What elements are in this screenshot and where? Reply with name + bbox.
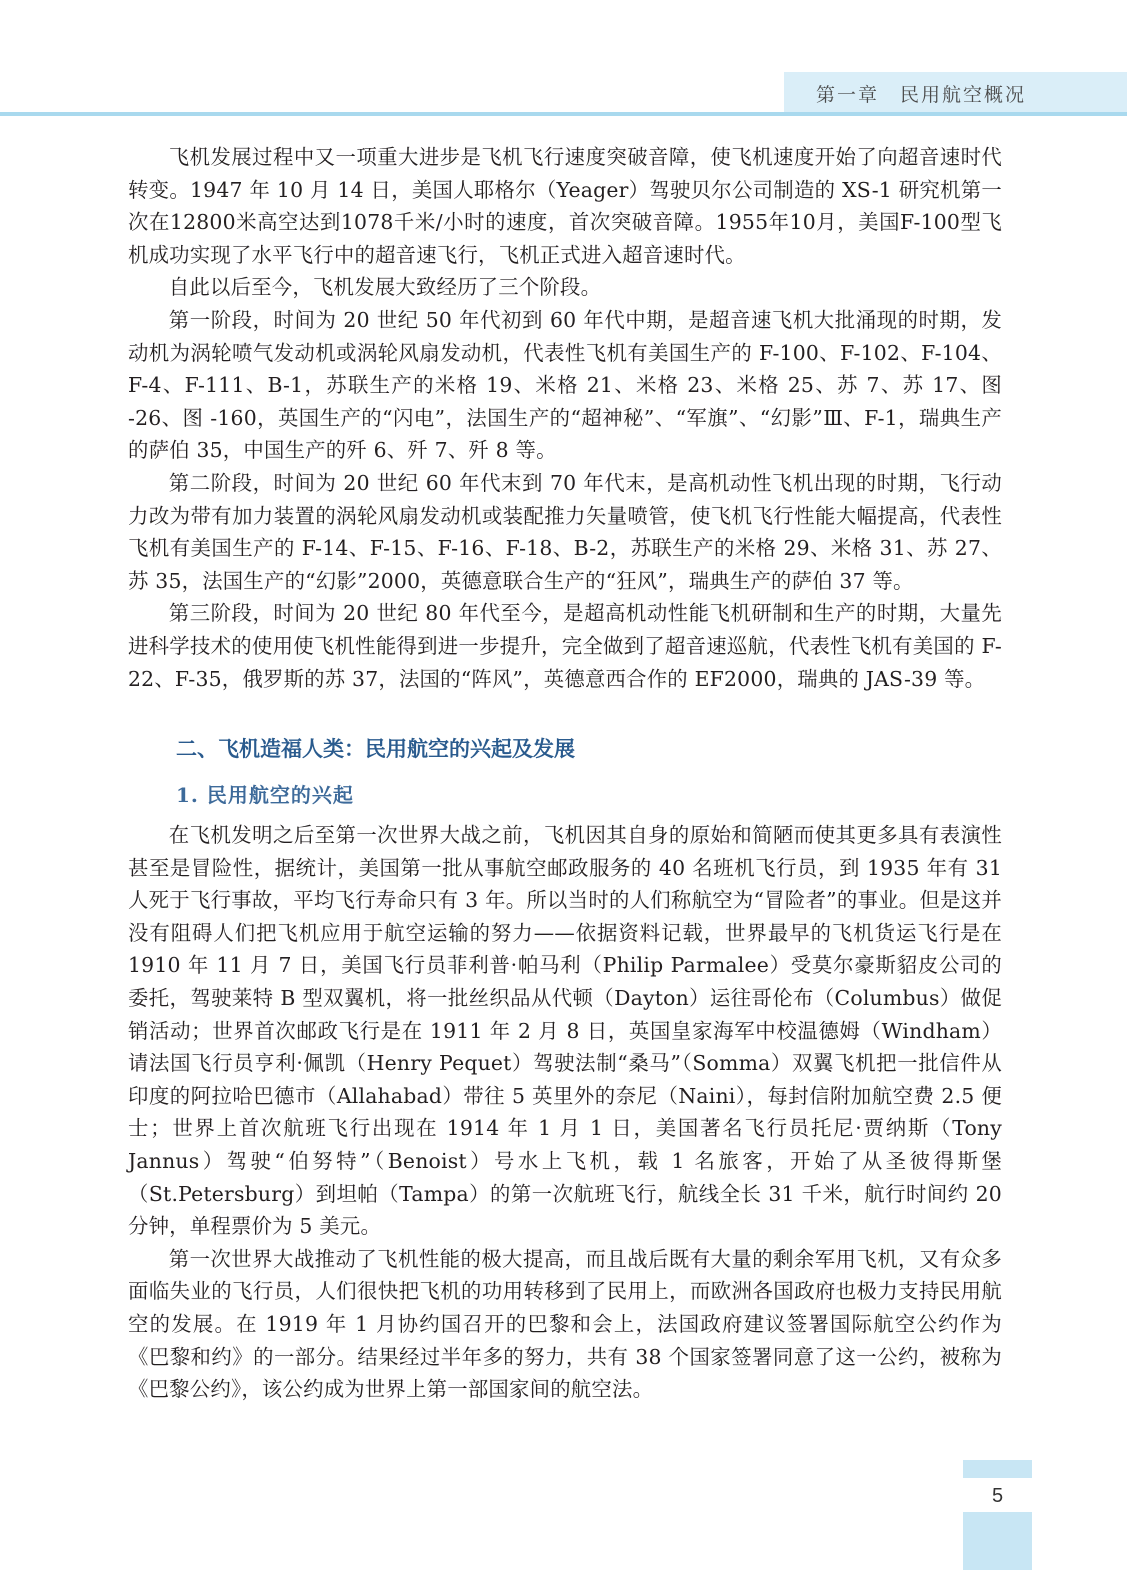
paragraph-stage-one: 第一阶段，时间为 20 世纪 50 年代初到 60 年代中期，是超音速飞机大批涌现的时期，发动机为涡轮喷气发动机或涡轮风扇发动机，代表性飞机有美国生产的 F-100、F-102、F-104、F-4、F-111、B-1，苏联生产的米格 19、米格 21、米格 23、米格 25、苏 7、苏 17、图 -26、图 -160，英国生产的“闪电”，法国生产的“超神秘”、“军旗”、“幻影”Ⅲ、F-1，瑞典生产的萨伯 35，中国生产的歼 6、歼 7、歼 8 等。 <box>128 307 1002 463</box>
sub-heading: 1. 民用航空的兴起 <box>176 783 354 808</box>
paragraph-stage-three: 第三阶段，时间为 20 世纪 80 年代至今，是超高机动性能飞机研制和生产的时期，大量先进科学技术的使用使飞机性能得到进一步提升，完全做到了超音速巡航，代表性飞机有美国的 F-22、F-35，俄罗斯的苏 37，法国的“阵风”，英德意西合作的 EF2000，瑞典的 JAS-39 等。 <box>128 601 1002 691</box>
page-tab-bottom <box>963 1512 1032 1570</box>
paragraph-sound-barrier: 飞机发展过程中又一项重大进步是飞机飞行速度突破音障，使飞机速度开始了向超音速时代转变。1947 年 10 月 14 日，美国人耶格尔（Yeager）驾驶贝尔公司制造的 XS-1 研究机第一次在12800米高空达到1078千米/小时的速度，首次突破音障。1955年10月，美国F-100型飞机成功实现了水平飞行中的超音速飞行，飞机正式进入超音速时代。 <box>128 145 1002 267</box>
paragraph-stage-two: 第二阶段，时间为 20 世纪 60 年代末到 70 年代末，是高机动性飞机出现的时期，飞行动力改为带有加力装置的涡轮风扇发动机或装配推力矢量喷管，使飞机飞行性能大幅提高，代表性飞机有美国生产的 F-14、F-15、F-16、F-18、B-2，苏联生产的米格 29、米格 31、苏 27、苏 35，法国生产的“幻影”2000，英德意联合生产的“狂风”，瑞典生产的萨伯 37 等。 <box>128 470 1002 593</box>
page-number: 5 <box>991 1485 1004 1507</box>
section-heading: 二、飞机造福人类：民用航空的兴起及发展 <box>176 737 575 762</box>
paragraph-civil-aviation-origins: 在飞机发明之后至第一次世界大战之前，飞机因其自身的原始和简陋而使其更多具有表演性甚至是冒险性，据统计，美国第一批从事航空邮政服务的 40 名班机飞行员，到 1935 年有 31 人死于飞行事故，平均飞行寿命只有 3 年。所以当时的人们称航空为“冒险者”的事业。但是这并没有阻碍人们把飞机应用于航空运输的努力——依据资料记载，世界最早的飞机货运飞行是在 1910 年 11 月 7 日，美国飞行员菲利普·帕马利（Philip Parmalee）受莫尔豪斯貂皮公司的委托，驾驶莱特 B 型双翼机，将一批丝织品从代顿（Dayton）运往哥伦布（Columbus）做促销活动；世界首次邮政飞行是在 1911 年 2 月 8 日，英国皇家海军中校温德姆（Windham）请法国飞行员亨利·佩凯（Henry Pequet）驾驶法制“桑马”（Somma）双翼飞机把一批信件从印度的阿拉哈巴德市（Allahabad）带往 5 英里外的奈尼（Naini），每封信附加航空费 2.5 便士；世界上首次航班飞行出现在 1914 年 1 月 1 日，美国著名飞行员托尼·贾纳斯（Tony Jannus）驾驶“伯努特”（Benoist）号水上飞机，载 1 名旅客，开始了从圣彼得斯堡（St.Petersburg）到坦帕（Tampa）的第一次航班飞行，航线全长 31 千米，航行时间约 20 分钟，单程票价为 5 美元。 <box>128 823 1002 1239</box>
header-rule <box>0 112 1127 116</box>
paragraph-post-wwi: 第一次世界大战推动了飞机性能的极大提高，而且战后既有大量的剩余军用飞机，又有众多面临失业的飞行员，人们很快把飞机的功用转移到了民用上，而欧洲各国政府也极力支持民用航空的发展。在 1919 年 1 月协约国召开的巴黎和会上，法国政府建议签署国际航空公约作为《巴黎和约》的一部分。结果经过半年多的努力，共有 38 个国家签署同意了这一公约，被称为《巴黎公约》，该公约成为世界上第一部国家间的航空法。 <box>128 1246 1002 1402</box>
paragraph-three-stages-intro: 自此以后至今，飞机发展大致经历了三个阶段。 <box>168 275 602 300</box>
page-body <box>128 141 1002 1406</box>
chapter-title: 第一章 民用航空概况 <box>816 84 1027 106</box>
page-tab-top <box>963 1460 1032 1478</box>
